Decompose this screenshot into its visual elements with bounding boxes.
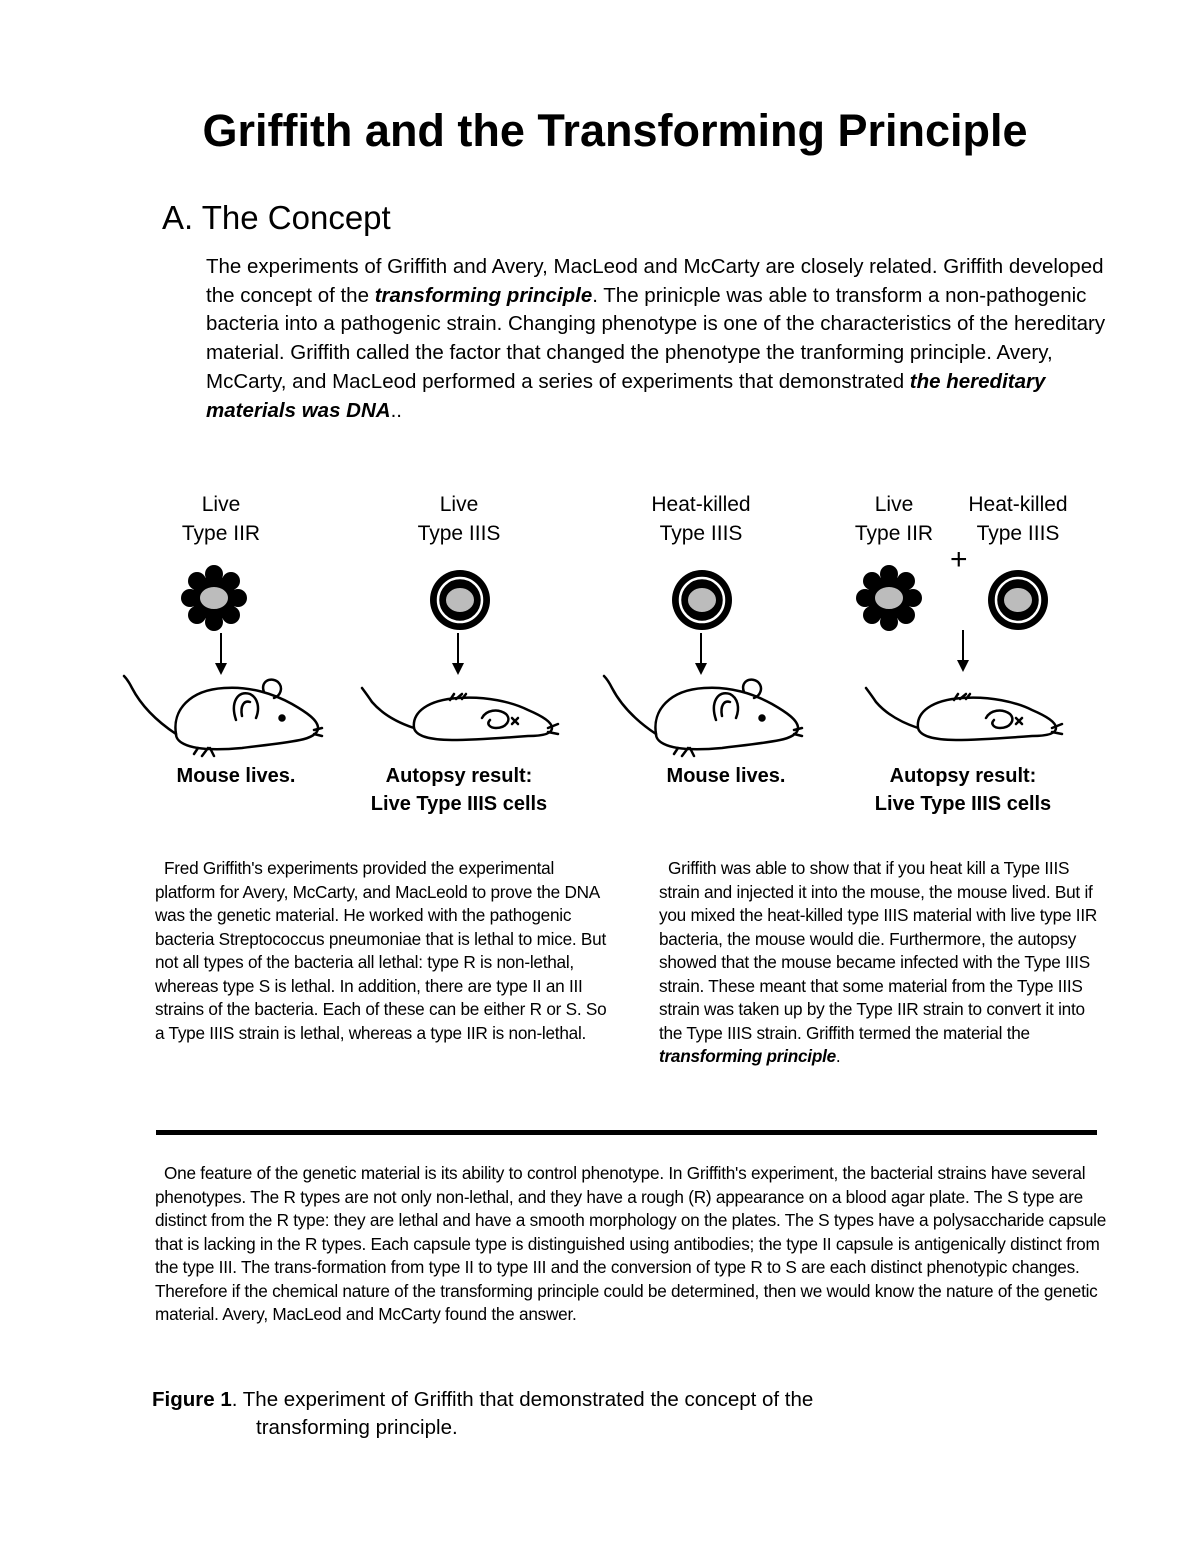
intro-text-2: . The prinicple was able to transform a non-pathogenic bacteria into a pathogenic strain. Changing phenotype is one of the characteristics of the hereditary material. Griffith called the factor that changed the phenotype the tranforming principle. Avery, McCarty, and MacLeod performed a series of experiments that demonstrated xyxy=(206,283,1106,393)
smooth-cell-icon-3 xyxy=(988,570,1048,630)
col2-label-line1: Live xyxy=(439,493,479,516)
arrow-down-icon-2 xyxy=(452,633,464,675)
col1-result xyxy=(136,762,336,790)
horizontal-rule xyxy=(156,1130,1097,1135)
left-paragraph: Fred Griffith's experiments provided the experimental platform for Avery, McCarty, and MacLeold to prove the DNA was the genetic material. He worked with the pathogenic bacteria Streptococcus pneumoniae that is lethal to mice. But not all types of the bacteria all lethal: type R is non-lethal, whereas type S is lethal. In addition, there are type II an III strains of the bacteria. Each of these can be either R or S. So a Type IIIS strain is lethal, whereas a type IIR is non-lethal. xyxy=(155,858,607,1043)
col3-label-line2: Type IIIS xyxy=(659,522,743,545)
right-paragraph-text: Griffith was able to show that if you heat kill a Type IIIS strain and injected it into the mouse, the mouse lived. But if you mixed the heat-killed type IIIS material with live type IIR bacteria, the mouse would die. Furthermore, the autopsy showed that the mouse became infected with the Type IIIS strain. These meant that some material from the Type IIIS strain was taken up by the Type IIR strain to convert it into the Type IIIS strain. Griffith termed the material the xyxy=(659,858,1098,1043)
smooth-cell-icon-1 xyxy=(430,570,490,630)
col1-label-line1: Live xyxy=(201,493,241,516)
section-heading: A. The Concept xyxy=(162,199,391,236)
col4b-label-line2: Type IIIS xyxy=(976,522,1060,545)
page-title: Griffith and the Transforming Principle xyxy=(202,105,1028,156)
intro-text-1: The experiments of Griffith and Avery, MacLeod and McCarty are closely related. Griffith developed the concept of the xyxy=(206,255,1104,307)
col2-label-line2: Type IIIS xyxy=(417,522,501,545)
figure-caption xyxy=(152,1386,1052,1442)
col1-result-line1: Mouse lives. xyxy=(176,765,296,787)
intro-emphasis-1: transforming principle xyxy=(374,283,593,307)
right-paragraph-end: . xyxy=(835,1046,841,1066)
right-paragraph-emphasis: transforming principle xyxy=(659,1046,836,1066)
col2-result-line1: Autopsy result: xyxy=(385,765,533,787)
col4-result-line2: Live Type IIIS cells xyxy=(874,793,1052,815)
live-mouse-icon-1 xyxy=(124,676,322,756)
col4-result xyxy=(843,762,1083,818)
arrow-down-icon-4 xyxy=(957,630,969,672)
col3-result xyxy=(626,762,826,790)
live-mouse-icon-2 xyxy=(604,676,802,756)
right-paragraph xyxy=(659,857,1111,1069)
col4a-label-line1: Live xyxy=(874,493,914,516)
col3-result-line1: Mouse lives. xyxy=(666,765,786,787)
intro-text-3: .. xyxy=(390,398,402,422)
col4b-label-line1: Heat-killed xyxy=(968,493,1068,516)
dead-mouse-icon-2 xyxy=(866,688,1062,740)
col1-label-line2: Type IIR xyxy=(181,522,261,545)
col2-result-line2: Live Type IIIS cells xyxy=(370,793,548,815)
col4a-label-line2: Type IIR xyxy=(854,522,934,545)
smooth-cell-icon-2 xyxy=(672,570,732,630)
col4-result-line1: Autopsy result: xyxy=(889,765,1037,787)
rough-cell-icon-1 xyxy=(181,565,247,631)
col2-result xyxy=(339,762,579,818)
plus-sign: + xyxy=(950,543,968,576)
rough-cell-icon-2 xyxy=(856,565,922,631)
col3-label-line1: Heat-killed xyxy=(651,493,751,516)
bottom-paragraph: One feature of the genetic material is its ability to control phenotype. In Griffith's experiment, the bacterial strains have several phenotypes. The R types are not only non-lethal, and they have a rough (R) appearance on a blood agar plate. The S type are distinct from the R type: they are lethal and have a smooth morphology on the plates. The S types have a polysaccharide capsule that is lacking in the R types. Each capsule type is distinguished using antibodies; the type II capsule is antigenically distinct from the type III. The trans-formation from type II to type III and the conversion of type R to S are each distinct phenotypic changes. Therefore if the chemical nature of the transforming principle could be determined, then we would know the nature of the genetic material. Avery, MacLeod and McCarty found the answer. xyxy=(155,1163,1107,1324)
figure-caption-text-2: transforming principle. xyxy=(256,1416,458,1439)
intro-emphasis-2: the hereditary materials was DNA xyxy=(206,369,1046,422)
dead-mouse-icon-1 xyxy=(362,688,558,740)
figure-caption-text-1: . The experiment of Griffith that demonstrated the concept of the xyxy=(231,1388,814,1411)
figure-caption-label: Figure 1 xyxy=(152,1388,232,1411)
arrow-down-icon-3 xyxy=(695,633,707,675)
arrow-down-icon-1 xyxy=(215,633,227,675)
